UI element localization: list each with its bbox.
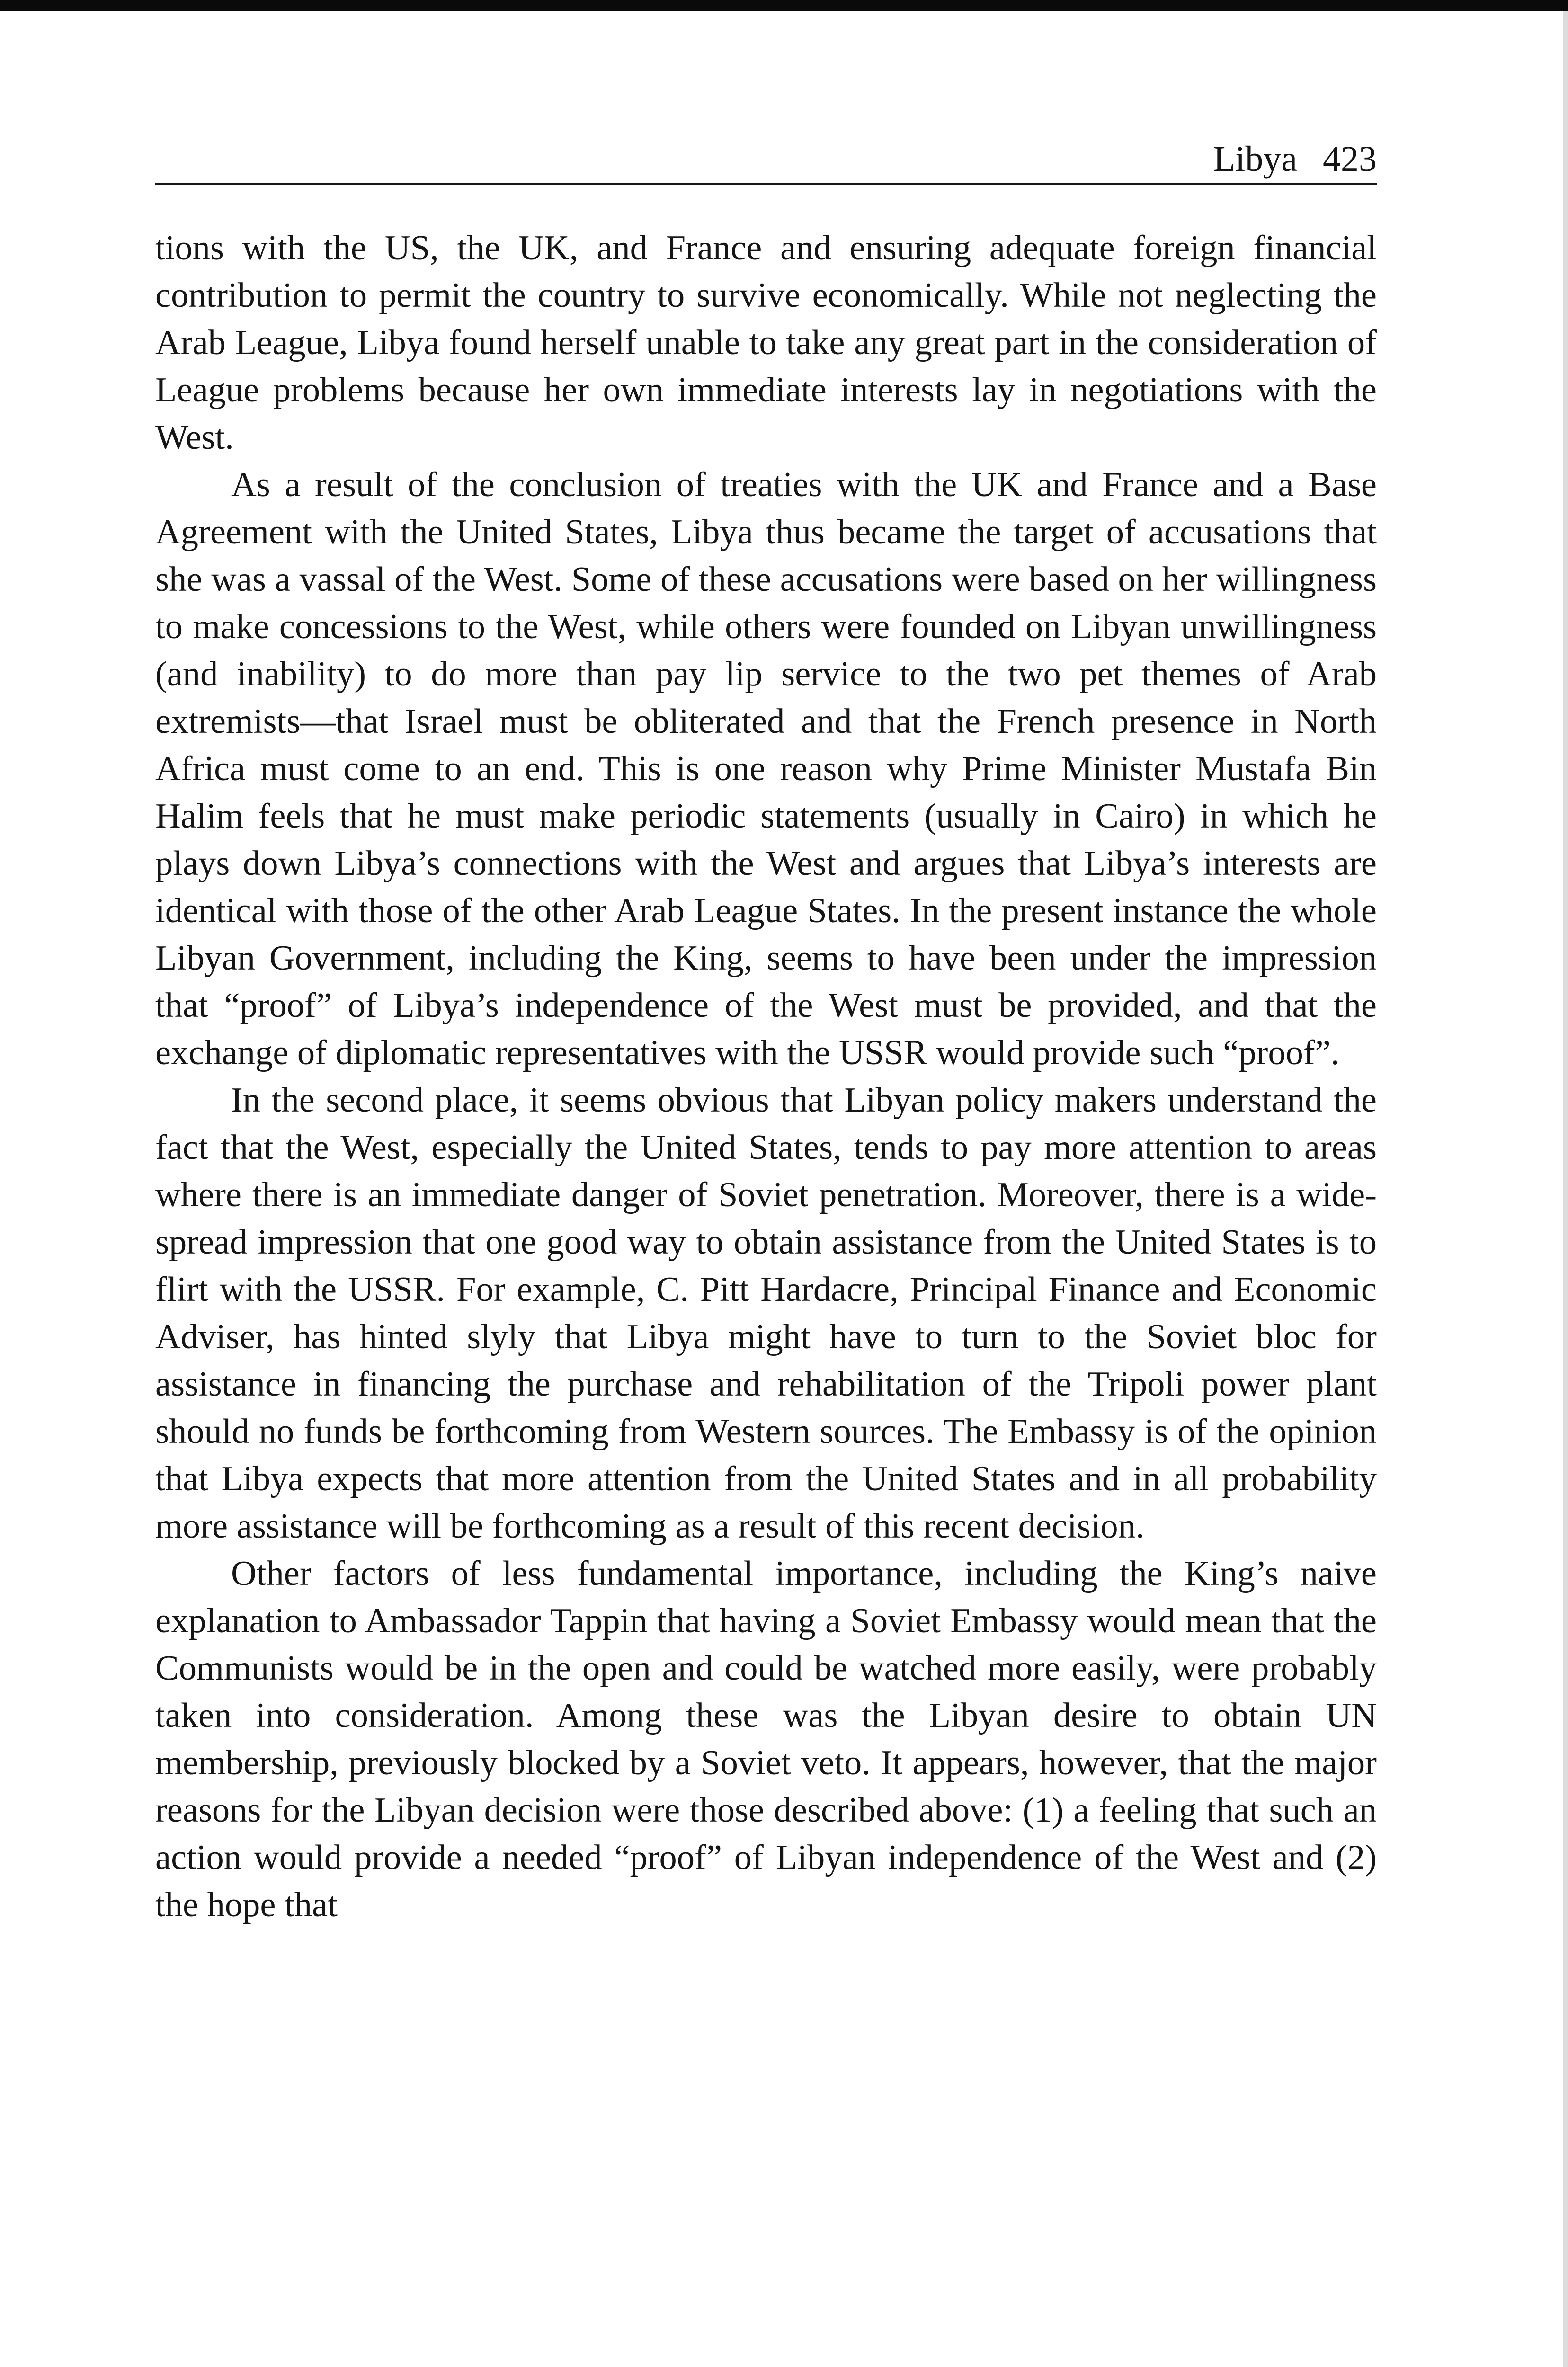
- page-number: 423: [1323, 139, 1377, 179]
- paragraph: As a result of the conclusion of treaties with the UK and France and a Base Agreement with the United States, Libya thus became the target of accusations that she was a vassal of the West. Some of these accusations were based on her willingness to make concessions to the West, while others were founded on Libyan unwillingness (and inability) to do more than pay lip service to the two pet themes of Arab extremists—that Israel must be obliterated and that the French presence in North Africa must come to an end. This is one reason why Prime Minister Mustafa Bin Halim feels that he must make periodic statements (usually in Cairo) in which he plays down Libya’s connections with the West and argues that Libya’s interests are identical with those of the other Arab League States. In the present instance the whole Libyan Government, including the King, seems to have been under the impression that “proof” of Libya’s independence of the West must be provided, and that the exchange of diplomatic representatives with the USSR would provide such “proof”.: [155, 465, 1377, 1072]
- page-right-edge: [1563, 11, 1568, 2367]
- page-top-edge: [0, 0, 1568, 11]
- running-head-section: Libya: [1213, 139, 1297, 179]
- body-text: [155, 224, 1377, 2367]
- running-head: [155, 135, 1377, 185]
- paragraph: In the second place, it seems obvious that Libyan policy makers understand the fact that the West, especially the United States, tends to pay more attention to areas where there is an immediate danger of Soviet penetration. Moreover, there is a wide-spread impression that one good way to obtain assistance from the United States is to flirt with the USSR. For example, C. Pitt Hardacre, Principal Finance and Economic Adviser, has hinted slyly that Libya might have to turn to the Soviet bloc for assistance in financing the purchase and rehabilitation of the Tripoli power plant should no funds be forthcoming from Western sources. The Embassy is of the opinion that Libya expects that more attention from the United States and in all probability more assistance will be forthcoming as a result of this recent decision.: [155, 1081, 1377, 1546]
- paragraph-continued: tions with the US, the UK, and France and ensuring adequate foreign financial contribution to permit the country to survive economically. While not neglecting the Arab League, Libya found herself unable to take any great part in the consideration of League problems because her own immediate interests lay in negotiations with the West.: [155, 229, 1377, 457]
- paragraph: Other factors of less fundamental importance, including the King’s naive explanation to Ambassador Tappin that having a Soviet Embassy would mean that the Communists would be in the open and could be watched more easily, were probably taken into consideration. Among these was the Libyan desire to obtain UN membership, previously blocked by a Soviet veto. It appears, however, that the major reasons for the Libyan decision were those described above: (1) a feeling that such an action would provide a needed “proof” of Libyan independence of the West and (2) the hope that: [155, 1554, 1377, 1924]
